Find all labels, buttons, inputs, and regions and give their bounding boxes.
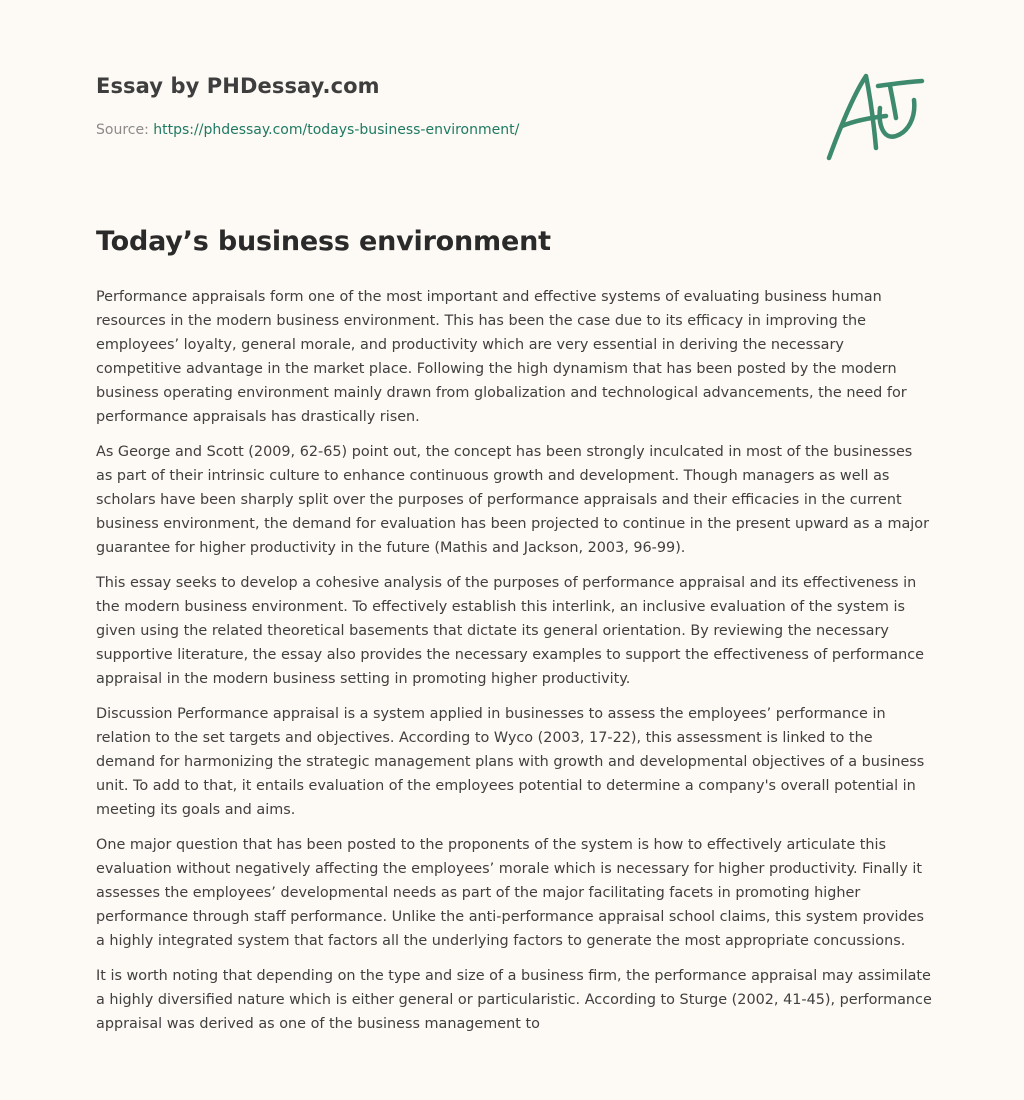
site-title: Essay by PHDessay.com [96,74,380,98]
essay-body [96,285,932,1047]
essay-paragraph: This essay seeks to develop a cohesive analysis of the purposes of performance appraisal and its effectiveness in the modern business environment. To effectively establish this interlink, an inclusive evaluation of the system is given using the related theoretical basements that dictate its general orientation. By reviewing the necessary supportive literature, the essay also provides the necessary examples to support the effectiveness of performance appraisal in the modern business setting in promoting higher productivity. [96,575,925,687]
source-line [96,122,796,138]
site-header [96,74,796,138]
page-title: Today’s business environment [96,226,551,257]
a-plus-logo-graphic [822,66,932,166]
source-label: Source: [96,122,154,138]
source-link[interactable]: https://phdessay.com/todays-business-environment/ [153,122,520,138]
essay-paragraph: Discussion Performance appraisal is a system applied in businesses to assess the employees’ performance in relation to the set targets and objectives. According to Wyco (2003, 17-22), this assessment is linked to the demand for harmonizing the strategic management plans with growth and developmental objectives of a business unit. To add to that, it entails evaluation of the employees potential to determine a company's overall potential in meeting its goals and aims. [96,706,925,818]
essay-paragraph: As George and Scott (2009, 62-65) point out, the concept has been strongly inculcated in most of the businesses as part of their intrinsic culture to enhance continuous growth and development. Though managers as well as scholars have been sharply split over the purposes of performance appraisals and their efficacies in the current business environment, the demand for evaluation has been projected to continue in the present upward as a major guarantee for higher productivity in the future (Mathis and Jackson, 2003, 96-99). [96,444,930,556]
essay-paragraph: It is worth noting that depending on the type and size of a business firm, the performance appraisal may assimilate a highly diversified nature which is either general or particularistic. According to Sturge (2002, 41-45), performance appraisal was derived as one of the business management to [96,968,932,1032]
a-plus-logo-icon [822,66,932,166]
essay-paragraph: Performance appraisals form one of the most important and effective systems of evaluating business human resources in the modern business environment. This has been the case due to its efficacy in improving the employees’ loyalty, general morale, and productivity which are very essential in deriving the necessary competitive advantage in the market place. Following the high dynamism that has been posted by the modern business operating environment mainly drawn from globalization and technological advancements, the need for performance appraisals has drastically risen. [96,289,907,425]
essay-paragraph: One major question that has been posted to the proponents of the system is how to effectively articulate this evaluation without negatively affecting the employees’ morale which is necessary for higher productivity. Finally it assesses the employees’ developmental needs as part of the major facilitating facets in promoting higher performance through staff performance. Unlike the anti-performance appraisal school claims, this system provides a highly integrated system that factors all the underlying factors to generate the most appropriate concussions. [96,837,924,949]
